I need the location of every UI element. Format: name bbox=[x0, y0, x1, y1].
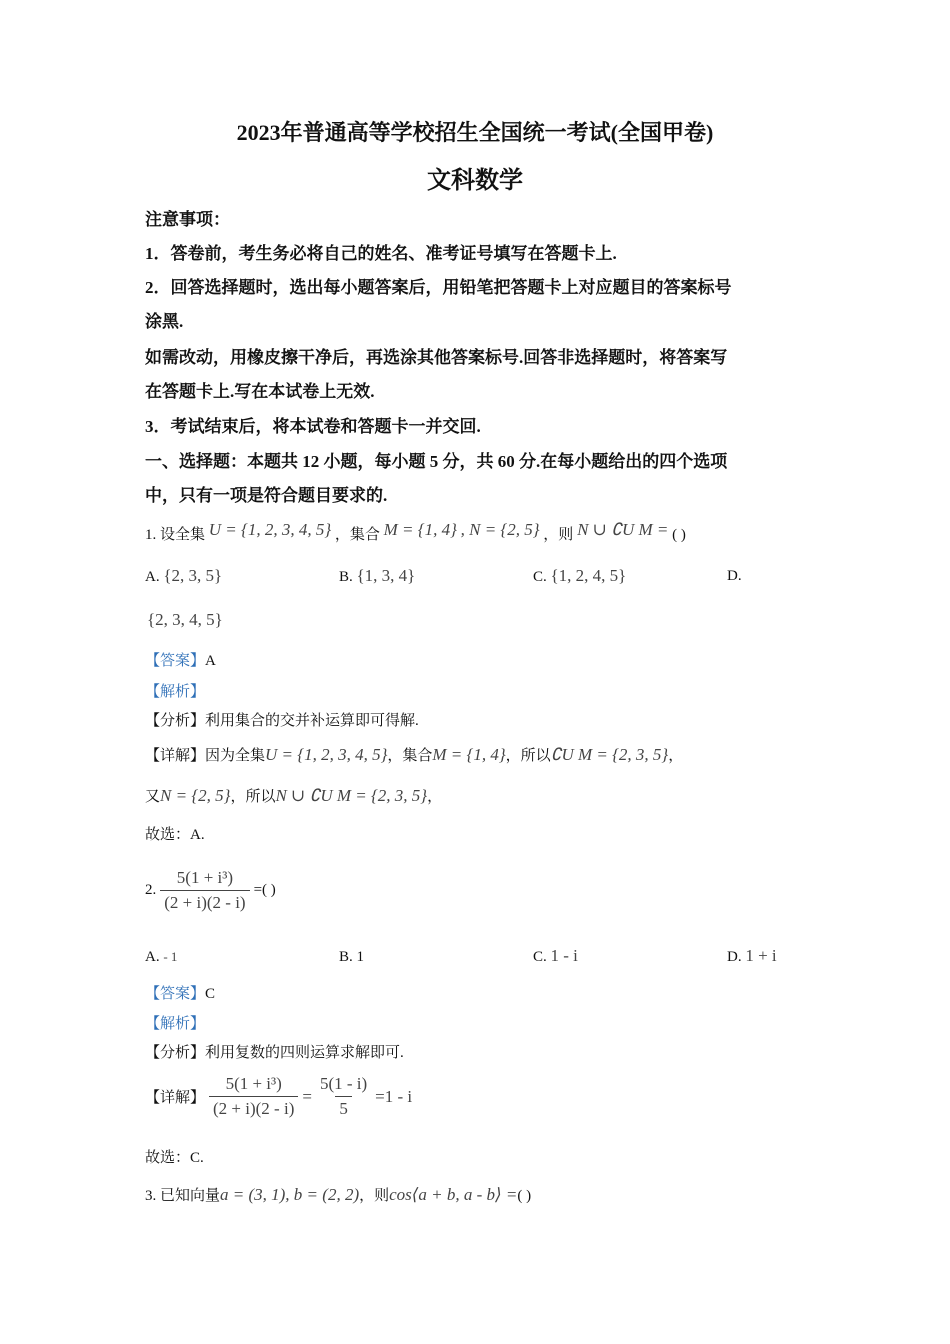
notice-item-2-line-4: 在答题卡上.写在本试卷上无效. bbox=[145, 382, 375, 401]
q1-prefix: 1. 设全集 bbox=[145, 527, 206, 543]
q2-analysis-tag: 【解析】 bbox=[145, 1016, 206, 1032]
q2-denominator: (2 + i)(2 - i) bbox=[160, 890, 249, 913]
q1-detail-universal-set: U = {1, 2, 3, 4, 5} bbox=[265, 745, 388, 764]
q2-option-b-value: 1 bbox=[356, 949, 365, 965]
q1-analysis-tag: 【解析】 bbox=[145, 684, 206, 700]
q1-option-a-value: {2, 3, 5} bbox=[163, 566, 223, 585]
q2-answer-value: C bbox=[205, 986, 216, 1002]
q2-choose: 故选：C. bbox=[145, 1150, 204, 1166]
q2-detail-fraction-2 bbox=[316, 1074, 371, 1119]
q1-line2-comma: ， bbox=[427, 789, 443, 805]
q2-option-d bbox=[727, 946, 777, 966]
q2-option-c-label: C. bbox=[533, 949, 547, 965]
q2-answer bbox=[145, 982, 215, 1003]
q1-universal-set: U = {1, 2, 3, 4, 5} bbox=[208, 520, 332, 539]
q2-option-c-value: 1 - i bbox=[550, 946, 578, 965]
q2-fenxi: 【分析】利用复数的四则运算求解即可. bbox=[145, 1045, 404, 1061]
q1-detail-set-m: M = {1, 4} bbox=[432, 745, 506, 764]
section-heading-line-1: 一、选择题：本题共 12 小题，每小题 5 分，共 60 分.在每小题给出的四个选项 bbox=[145, 452, 728, 471]
q2-numerator: 5(1 + i³) bbox=[176, 868, 234, 887]
q2-detail-equals: = bbox=[302, 1086, 312, 1106]
question-3 bbox=[145, 1184, 531, 1205]
section-heading-line-2: 中，只有一项是符合题目要求的. bbox=[145, 486, 388, 505]
q2-detail-denominator-2: 5 bbox=[335, 1096, 352, 1119]
q1-fenxi: 【分析】利用集合的交并补运算即可得解. bbox=[145, 713, 419, 729]
q2-detail-result: =1 - i bbox=[375, 1086, 413, 1106]
q2-detail-numerator-2: 5(1 - i) bbox=[319, 1074, 368, 1093]
q1-option-d-label: D. bbox=[727, 568, 742, 584]
q1-question-expr: N ∪ ∁U M = bbox=[577, 520, 669, 539]
q1-detail-line-2 bbox=[145, 785, 442, 806]
page-subtitle: 文科数学 bbox=[427, 168, 523, 194]
notice-item-2-line-1: 2．回答选择题时，选出每小题答案后，用铅笔把答题卡上对应题目的答案标号 bbox=[145, 278, 732, 297]
q1-answer bbox=[145, 649, 216, 670]
q2-equals-paren: =( ) bbox=[253, 882, 276, 898]
notice-item-1: 1．答卷前，考生务必将自己的姓名、准考证号填写在答题卡上. bbox=[145, 244, 617, 263]
q1-option-c bbox=[533, 566, 626, 586]
q3-vectors: a = (3, 1), b = (2, 2) bbox=[220, 1185, 360, 1204]
q1-set-m: M = {1, 4} bbox=[383, 520, 457, 539]
q2-option-b-label: B. bbox=[339, 949, 353, 965]
notice-heading: 注意事项： bbox=[145, 210, 230, 229]
q1-line2-prefix: 又 bbox=[145, 789, 161, 805]
q1-option-d-value: {2, 3, 4, 5} bbox=[147, 610, 223, 629]
q3-prefix: 3. 已知向量 bbox=[145, 1188, 221, 1204]
q1-detail-so: ，所以 bbox=[505, 748, 551, 764]
q2-option-c bbox=[533, 946, 578, 966]
q2-option-d-label: D. bbox=[727, 949, 742, 965]
q1-detail-comma: ， bbox=[668, 748, 684, 764]
q2-prefix: 2. bbox=[145, 882, 157, 898]
q1-answer-tag: 【答案】 bbox=[145, 653, 206, 669]
q1-option-b-label: B. bbox=[339, 569, 353, 585]
q2-option-a-label: A. bbox=[145, 949, 160, 965]
q1-line2-so: ，所以 bbox=[230, 789, 276, 805]
q1-detail-mid: ，集合 bbox=[387, 748, 433, 764]
question-1 bbox=[145, 520, 686, 544]
q1-option-a-label: A. bbox=[145, 569, 160, 585]
q2-detail-fraction-1 bbox=[209, 1074, 298, 1119]
page-title: 2023年普通高等学校招生全国统一考试(全国甲卷) bbox=[236, 120, 714, 145]
q1-option-a bbox=[145, 566, 222, 586]
q2-detail-tag: 【详解】 bbox=[145, 1090, 206, 1106]
q2-option-a bbox=[145, 949, 177, 966]
q1-set-n: , N = {2, 5} bbox=[460, 520, 540, 539]
q1-then-text: ，则 bbox=[543, 527, 574, 543]
q1-mid-text: ，集合 bbox=[334, 527, 380, 543]
q1-detail-line-1 bbox=[145, 744, 683, 765]
q3-then: ，则 bbox=[359, 1188, 390, 1204]
q2-detail-denominator-1: (2 + i)(2 - i) bbox=[209, 1096, 298, 1119]
q2-option-a-value: - 1 bbox=[163, 949, 178, 964]
q3-answer-paren: ( ) bbox=[517, 1188, 532, 1204]
q1-detail-complement: ∁U M = {2, 3, 5} bbox=[550, 745, 669, 764]
q1-option-c-label: C. bbox=[533, 569, 547, 585]
q1-option-b bbox=[339, 566, 415, 586]
q1-choose: 故选：A. bbox=[145, 827, 205, 843]
q1-answer-value: A bbox=[205, 653, 216, 669]
notice-item-2-line-2: 涂黑. bbox=[145, 312, 184, 331]
q1-option-b-value: {1, 3, 4} bbox=[356, 566, 416, 585]
q2-detail-numerator-1: 5(1 + i³) bbox=[225, 1074, 282, 1093]
q1-line2-result: N ∪ ∁U M = {2, 3, 5} bbox=[275, 786, 428, 805]
q2-fraction bbox=[160, 868, 249, 913]
question-2 bbox=[145, 868, 276, 913]
q1-answer-paren: ( ) bbox=[672, 527, 686, 543]
q1-option-c-value: {1, 2, 4, 5} bbox=[550, 566, 627, 585]
q2-answer-tag: 【答案】 bbox=[145, 986, 206, 1002]
notice-item-2-line-3: 如需改动，用橡皮擦干净后，再选涂其他答案标号.回答非选择题时，将答案写 bbox=[145, 348, 728, 367]
q1-line2-set-n: N = {2, 5} bbox=[160, 786, 231, 805]
q2-detail bbox=[145, 1074, 412, 1119]
notice-item-3: 3．考试结束后，将本试卷和答题卡一并交回. bbox=[145, 417, 481, 436]
q2-option-d-value: 1 + i bbox=[745, 946, 777, 965]
q1-detail-prefix: 【详解】因为全集 bbox=[145, 748, 266, 764]
q2-option-b bbox=[339, 949, 364, 966]
q3-cos-expression: cos⟨a + b, a - b⟩ = bbox=[389, 1185, 518, 1204]
